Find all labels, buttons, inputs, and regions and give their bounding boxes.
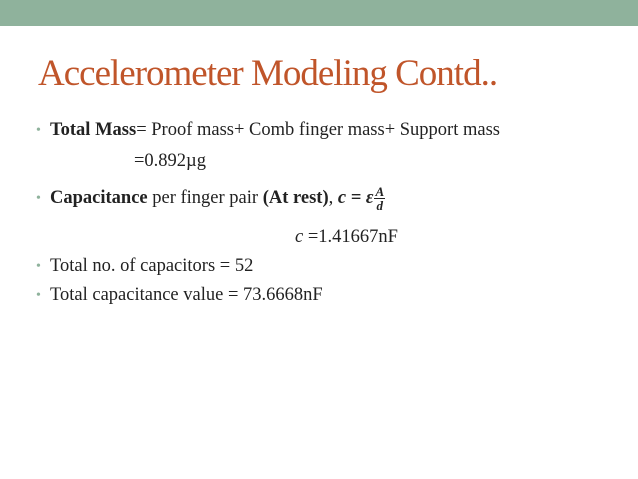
bullet-dot-icon: • (36, 259, 41, 274)
bullet-total-capacitance (36, 285, 323, 306)
slide-title: Accelerometer Modeling Contd.. (38, 53, 498, 94)
bullet-total-mass (36, 120, 500, 141)
capacitance-value (295, 227, 398, 248)
fraction-denominator: d (376, 198, 384, 213)
capacitance-value-text: =1.41667nF (303, 227, 398, 247)
capacitance-comma: , (328, 187, 338, 208)
capacitance-formula: c = ε (337, 187, 374, 208)
capacitor-count-text: Total no. of capacitors = 52 (50, 256, 254, 276)
bullet-capacitor-count (36, 256, 253, 277)
bullet-capacitance (36, 185, 385, 212)
bullet-dot-icon: • (36, 190, 41, 206)
bullet-dot-icon: • (36, 288, 41, 303)
top-accent-bar (0, 0, 638, 26)
area-over-distance-fraction (374, 185, 385, 212)
total-mass-text: = Proof mass+ Comb finger mass+ Support mass (136, 120, 500, 140)
at-rest-label: (At rest) (262, 187, 329, 208)
capacitance-var: c (295, 227, 304, 247)
total-mass-label: Total Mass (50, 120, 137, 140)
capacitance-text: per finger pair (147, 187, 263, 208)
capacitance-label: Capacitance (50, 187, 148, 208)
fraction-numerator: A (375, 184, 385, 199)
bullet-dot-icon: • (36, 123, 41, 138)
total-capacitance-text: Total capacitance value = 73.6668nF (50, 285, 323, 305)
total-mass-value: =0.892µg (134, 151, 206, 171)
